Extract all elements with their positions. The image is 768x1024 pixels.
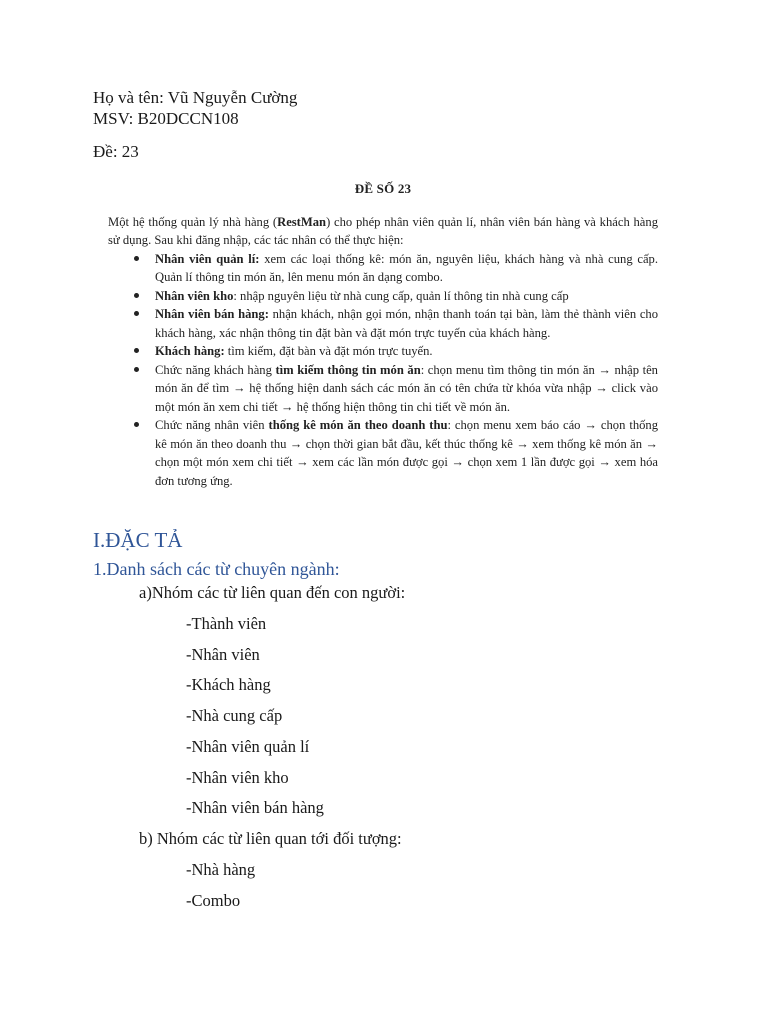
exam-title: ĐỀ SỐ 23 bbox=[354, 181, 412, 196]
exam-bullet: Nhân viên bán hàng: nhận khách, nhận gọi món, nhận thanh toán tại bàn, làm thẻ thành viên cho khách hàng, xác nhận thông tin đặt bàn và đặt món trực tuyến của khách hàng. bbox=[155, 305, 658, 342]
group-a-label: a)Nhóm các từ liên quan đến con người: bbox=[139, 583, 406, 602]
student-id: MSV: B20DCCN108 bbox=[93, 109, 239, 128]
exam-bullet: Chức năng khách hàng tìm kiếm thông tin món ăn: chọn menu tìm thông tin món ăn → nhập tên món ăn để tìm → hệ thống hiện danh sách các món ăn có tên chứa từ khóa vừa nhập → click vào một món ăn xem chi tiết → hệ thống hiện thông tin chi tiết về món ăn. bbox=[155, 361, 658, 417]
exam-bullet: Nhân viên kho: nhập nguyên liệu từ nhà cung cấp, quản lí thông tin nhà cung cấp bbox=[155, 287, 658, 306]
student-name: Họ và tên: Vũ Nguyễn Cường bbox=[93, 88, 298, 107]
exam-bullet-list bbox=[108, 250, 658, 491]
exam-bullet: Nhân viên quản lí: xem các loại thống kê: món ăn, nguyên liệu, khách hàng và nhà cung cấp. Quản lí thông tin món ăn, lên menu món ăn dạng combo. bbox=[155, 250, 658, 287]
term-item: -Nhà cung cấp bbox=[186, 706, 283, 725]
exam-intro: Một hệ thống quản lý nhà hàng (RestMan) cho phép nhân viên quản lí, nhân viên bán hàng và khách hàng sử dụng. Sau khi đăng nhập, các tác nhân có thể thực hiện: bbox=[108, 214, 658, 247]
term-item: -Nhân viên bbox=[186, 645, 260, 664]
term-item: -Nhân viên quản lí bbox=[186, 737, 310, 756]
term-item: -Nhân viên kho bbox=[186, 768, 289, 787]
group-b-label: b) Nhóm các từ liên quan tới đối tượng: bbox=[139, 829, 402, 848]
exam-bullet: Khách hàng: tìm kiếm, đặt bàn và đặt món trực tuyến. bbox=[155, 342, 658, 361]
exam-number: Đề: 23 bbox=[93, 142, 139, 161]
term-item: -Khách hàng bbox=[186, 675, 271, 694]
term-item: -Nhà hàng bbox=[186, 860, 256, 879]
exam-statement-image bbox=[108, 180, 658, 490]
section-heading: I.ĐẶC TẢ bbox=[93, 528, 183, 552]
term-item: -Combo bbox=[186, 891, 241, 910]
exam-bullet: Chức năng nhân viên thống kê món ăn theo doanh thu: chọn menu xem báo cáo → chọn thống kê món ăn theo doanh thu → chọn thời gian bắt đầu, kết thúc thống kê → xem thống kê món ăn → chọn một món xem chi tiết → xem các lần món được gọi → chọn xem 1 lần được gọi → xem hóa đơn tương ứng. bbox=[155, 416, 658, 490]
term-item: -Thành viên bbox=[186, 614, 267, 633]
subsection-heading: 1.Danh sách các từ chuyên ngành: bbox=[93, 559, 340, 579]
term-item: -Nhân viên bán hàng bbox=[186, 798, 324, 817]
